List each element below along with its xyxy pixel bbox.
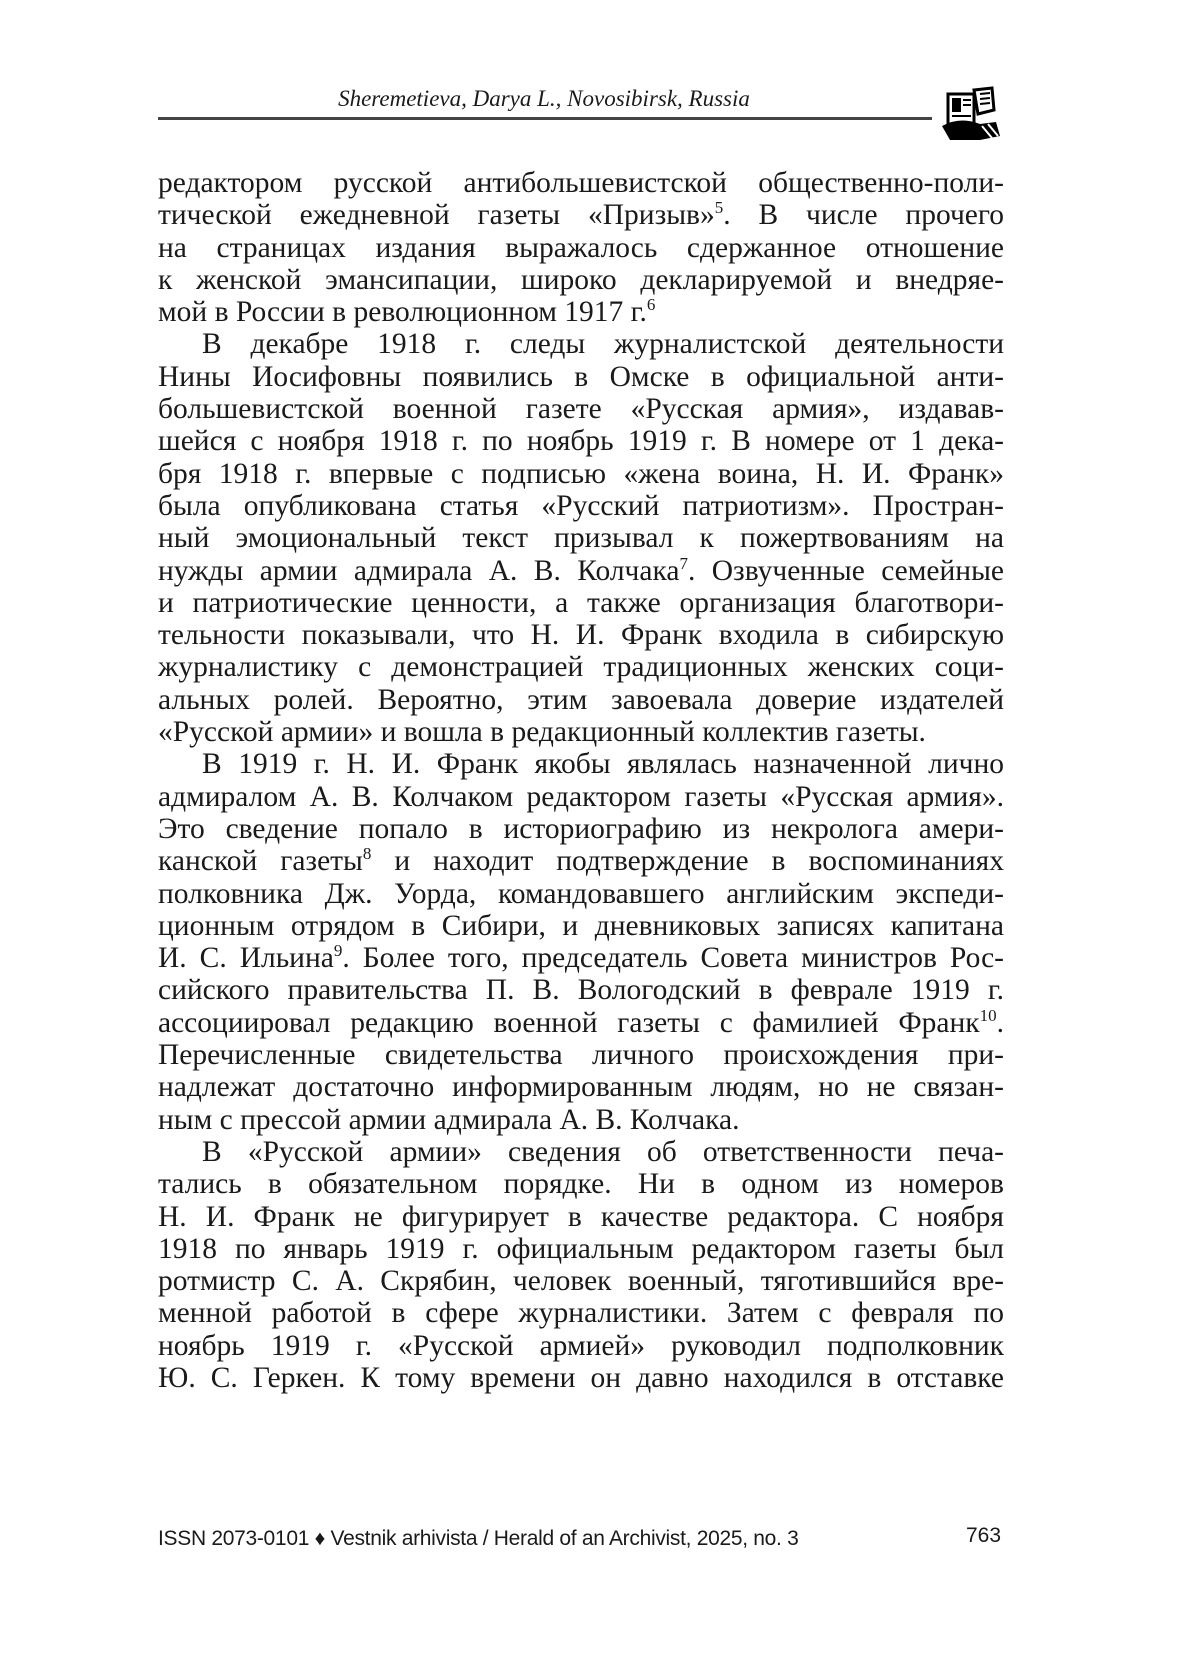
line-text: журналистику с демонстрацией традиционных женских соци-	[158, 651, 1004, 684]
text-line	[158, 1168, 1004, 1200]
line-text: Перечисленные свидетельства личного происхождения при-	[158, 1039, 1004, 1072]
archivist-logo-icon	[940, 86, 1004, 142]
line-text-rest: и находит подтверждение в воспоминаниях	[371, 845, 1004, 878]
footnote-ref: 6	[646, 295, 656, 315]
line-text: нужды армии адмирала А. В. Колчака	[158, 554, 680, 587]
text-line	[158, 1362, 1004, 1394]
footnote-ref: 5	[714, 198, 724, 218]
text-line	[158, 813, 1004, 845]
text-line	[158, 1007, 1004, 1039]
line-text: Это сведение попало в историографию из некролога амери-	[158, 812, 1004, 845]
page-number: 763	[966, 1524, 1002, 1547]
line-text: тической ежедневной газеты «Призыв»	[158, 199, 715, 232]
line-text-rest: . Озвученные семейные	[687, 554, 1005, 587]
text-line	[158, 716, 1004, 748]
line-text: ным с прессой армии адмирала А. В. Колчака.	[158, 1103, 740, 1136]
text-line	[158, 1233, 1004, 1265]
line-text: адмиралом А. В. Колчаком редактором газеты «Русская армия».	[158, 780, 1004, 813]
text-line	[158, 199, 1004, 231]
text-line	[158, 781, 1004, 813]
text-line	[158, 651, 1004, 683]
text-line	[158, 167, 1004, 199]
text-line	[158, 393, 1004, 425]
text-line	[158, 1330, 1004, 1362]
text-line	[158, 1201, 1004, 1233]
line-text: к женской эмансипации, широко декларируемой и внедряе-	[158, 263, 1004, 296]
text-line	[158, 684, 1004, 716]
line-text: и патриотические ценности, а также организация благотвори-	[158, 586, 1004, 619]
line-text: В декабре 1918 г. следы журналистской деятельности	[202, 328, 1004, 361]
line-text: В «Русской армии» сведения об ответственности печа-	[202, 1135, 1004, 1168]
line-text: тались в обязательном порядке. Ни в одном из номеров	[158, 1168, 1004, 1201]
text-line	[158, 522, 1004, 554]
line-text: надлежат достаточно информированным людям, но не связан-	[158, 1071, 1004, 1104]
line-text: канской газеты	[158, 845, 363, 878]
line-text: была опубликована статья «Русский патриотизм». Простран-	[158, 489, 1004, 522]
footnote-ref: 8	[362, 844, 372, 864]
footnote-ref: 9	[333, 941, 343, 961]
text-line	[158, 1104, 1004, 1136]
line-text: Ю. С. Геркен. К тому времени он давно находился в отставке	[158, 1361, 1004, 1394]
line-text-rest: .	[996, 1006, 1004, 1039]
line-text: Н. И. Франк не фигурирует в качестве редактора. С ноября	[158, 1200, 1004, 1233]
text-line	[158, 296, 1004, 328]
line-text: полковника Дж. Уорда, командовавшего английским экспеди-	[158, 877, 1004, 910]
line-text: мой в России в революционном 1917 г.	[158, 296, 647, 329]
text-line	[158, 1265, 1004, 1297]
line-text: «Русской армии» и вошла в редакционный коллектив газеты.	[158, 716, 926, 749]
line-text: ротмистр С. А. Скрябин, человек военный, тяготившийся вре-	[158, 1265, 1004, 1298]
line-text: тельности показывали, что Н. И. Франк входила в сибирскую	[158, 619, 1004, 652]
line-text: ционным отрядом в Сибири, и дневниковых записях капитана	[158, 909, 1004, 942]
line-text: редактором русской антибольшевистской общественно-поли-	[158, 167, 1004, 199]
text-line	[158, 878, 1004, 910]
journal-citation: ISSN 2073-0101 ♦ Vestnik arhivista / Herald of an Archivist, 2025, no. 3	[158, 1527, 799, 1550]
text-line	[158, 1136, 1004, 1168]
footnote-ref: 7	[679, 553, 688, 573]
text-line	[158, 425, 1004, 457]
text-line	[158, 587, 1004, 619]
line-text: ноябрь 1919 г. «Русской армией» руководил подполковник	[158, 1329, 1004, 1362]
text-line	[158, 555, 1004, 587]
text-line	[158, 1071, 1004, 1103]
line-text: альных ролей. Вероятно, этим завоевала доверие издателей	[158, 683, 1004, 716]
line-text-rest: . В числе прочего	[723, 199, 1005, 232]
line-text: бря 1918 г. впервые с подписью «жена воина, Н. И. Франк»	[158, 457, 1004, 490]
article-body	[158, 167, 1004, 1394]
line-text: большевистской военной газете «Русская армия», издавав-	[158, 393, 1004, 426]
text-line	[158, 361, 1004, 393]
text-line	[158, 910, 1004, 942]
text-line	[158, 458, 1004, 490]
line-text: ассоциировал редакцию военной газеты с фамилией Франк	[158, 1006, 980, 1039]
text-line	[158, 1297, 1004, 1329]
footnote-ref: 10	[979, 1005, 997, 1025]
line-text-rest: . Более того, председатель Совета министров Рос-	[342, 942, 1004, 975]
line-text: И. С. Ильина	[158, 942, 334, 975]
text-line	[158, 264, 1004, 296]
line-text: на страницах издания выражалось сдержанное отношение	[158, 231, 1004, 264]
line-text: Нины Иосифовны появились в Омске в официальной анти-	[158, 360, 1004, 393]
line-text: ный эмоциональный текст призывал к пожертвованиям на	[158, 522, 1004, 555]
running-title: Sheremetieva, Darya L., Novosibirsk, Russia	[338, 86, 750, 111]
text-line	[158, 490, 1004, 522]
line-text: В 1919 г. Н. И. Франк якобы являлась назначенной лично	[202, 748, 1004, 781]
line-text: сийского правительства П. В. Вологодский в феврале 1919 г.	[158, 974, 1004, 1007]
text-line	[158, 974, 1004, 1006]
line-text: 1918 по январь 1919 г. официальным редактором газеты был	[158, 1232, 1004, 1265]
text-line	[158, 748, 1004, 780]
text-line	[158, 232, 1004, 264]
line-text: шейся с ноября 1918 г. по ноябрь 1919 г. В номере от 1 дека-	[158, 425, 1004, 458]
text-line	[158, 1039, 1004, 1071]
text-line	[158, 942, 1004, 974]
header-rule	[158, 117, 932, 120]
text-line	[158, 619, 1004, 651]
text-line	[158, 845, 1004, 877]
line-text: менной работой в сфере журналистики. Затем с февраля по	[158, 1297, 1004, 1330]
text-line	[158, 328, 1004, 360]
